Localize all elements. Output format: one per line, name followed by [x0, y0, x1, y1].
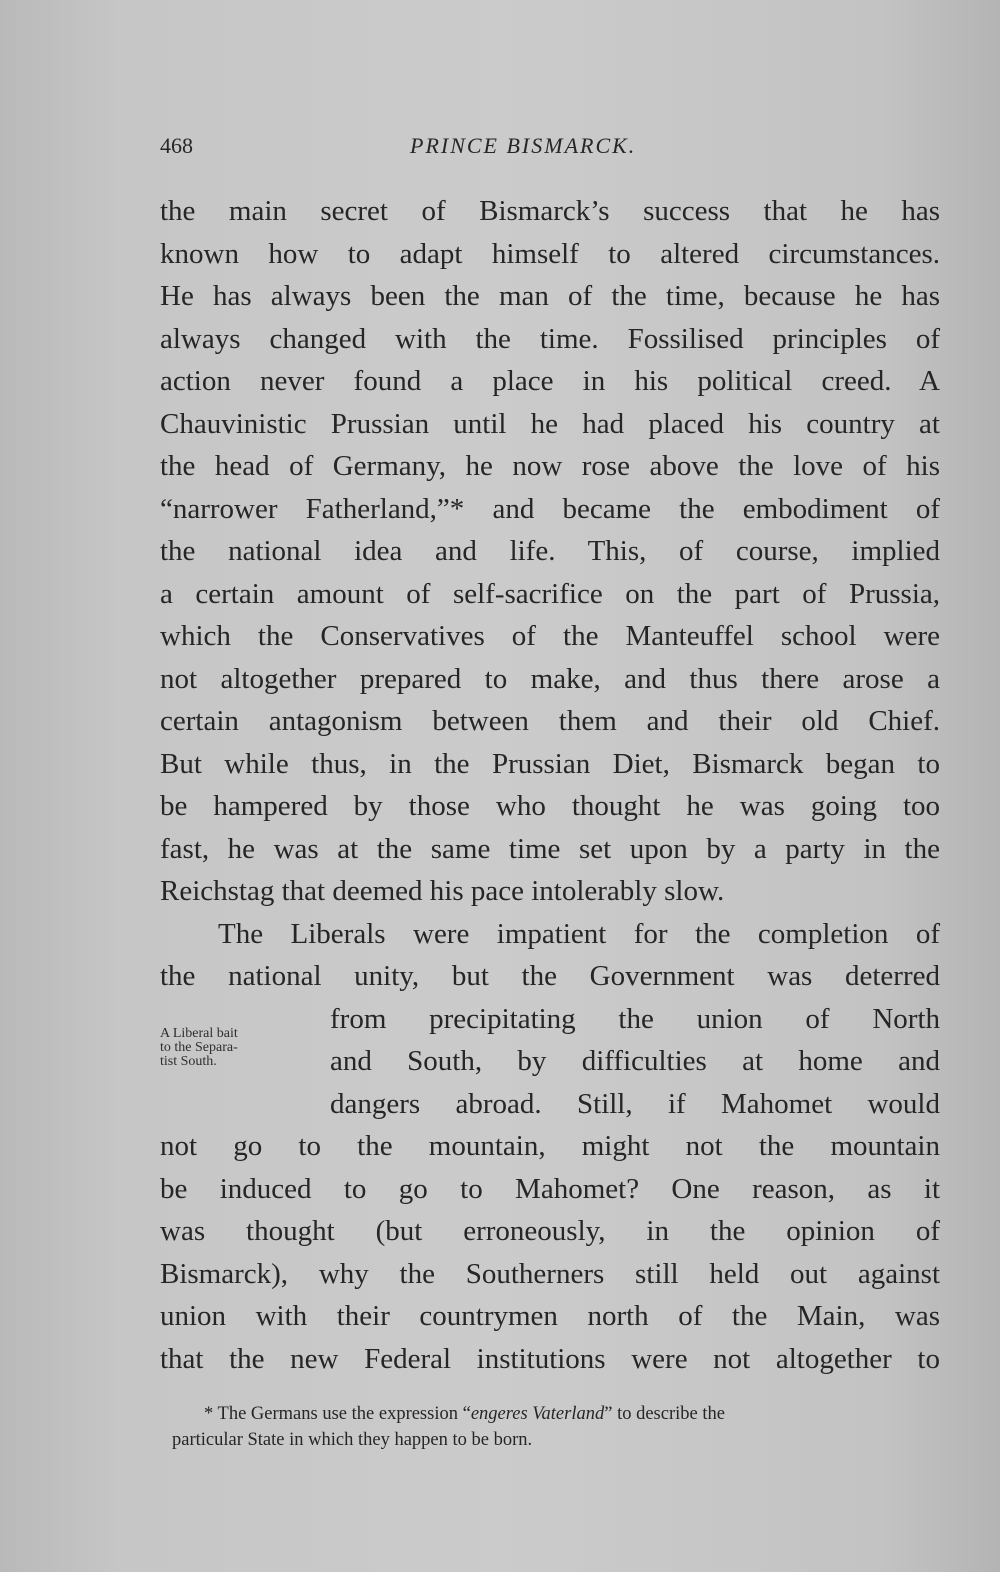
text-line: and South, by difficulties at home and: [330, 1045, 940, 1077]
footnote-text-after: ” to describe the: [604, 1404, 725, 1424]
text-line: that the new Federal institutions were not altogether to: [160, 1342, 940, 1375]
body-text: [160, 190, 940, 1380]
text-line: the national unity, but the Government was deterred: [160, 960, 940, 992]
text-line: action never found a place in his political creed. A: [160, 365, 940, 397]
text-line: Chauvinistic Prussian until he had placed his country at: [160, 407, 940, 440]
text-line: the main secret of Bismarck’s success that he has: [160, 195, 940, 227]
text-line: fast, he was at the same time set upon by a party in the: [160, 832, 940, 865]
page-number: 468: [160, 133, 193, 158]
text-line: be hampered by those who thought he was going too: [160, 790, 940, 822]
text-line: He has always been the man of the time, because he has: [160, 280, 940, 312]
margin-note: [160, 1027, 320, 1069]
text-line: Bismarck), why the Southerners still held out against: [160, 1257, 940, 1290]
footnote-italic-phrase: engeres Vaterland: [470, 1404, 605, 1424]
margin-note-line: A Liberal bait: [160, 1026, 238, 1041]
text-line: not go to the mountain, might not the mountain: [160, 1130, 940, 1162]
footnote-text-before: The Germans use the expression “: [217, 1404, 471, 1424]
text-line: from precipitating the union of North: [330, 1002, 940, 1035]
footnote-line-1: [172, 1401, 947, 1427]
text-line: always changed with the time. Fossilised principles of: [160, 322, 940, 355]
text-line: was thought (but erroneously, in the opinion of: [160, 1215, 940, 1247]
footnote-marker: *: [204, 1404, 214, 1424]
text-line: a certain amount of self-sacrifice on the part of Prussia,: [160, 577, 940, 610]
text-line: the national idea and life. This, of course, implied: [160, 535, 940, 567]
text-line: Reichstag that deemed his pace intolerably slow.: [160, 875, 725, 907]
text-line: which the Conservatives of the Manteuffel school were: [160, 620, 940, 652]
page-header: [160, 133, 940, 163]
text-line: not altogether prepared to make, and thus there arose a: [160, 662, 940, 695]
footnote-line-2: particular State in which they happen to be born.: [172, 1430, 533, 1450]
text-line: “narrower Fatherland,”* and became the embodiment of: [160, 492, 940, 525]
text-line: known how to adapt himself to altered circumstances.: [160, 237, 940, 270]
margin-note-line: to the Separa-: [160, 1040, 238, 1055]
text-line: certain antagonism between them and their old Chief.: [160, 705, 940, 737]
text-line: be induced to go to Mahomet? One reason, as it: [160, 1172, 940, 1205]
running-title: PRINCE BISMARCK.: [410, 133, 637, 158]
text-line: dangers abroad. Still, if Mahomet would: [330, 1087, 940, 1120]
text-line: union with their countrymen north of the Main, was: [160, 1300, 940, 1332]
footnote: [172, 1401, 947, 1453]
text-line: the head of Germany, he now rose above the love of his: [160, 450, 940, 482]
margin-note-line: tist South.: [160, 1054, 217, 1069]
text-line: The Liberals were impatient for the completion of: [218, 917, 940, 950]
text-line: But while thus, in the Prussian Diet, Bismarck began to: [160, 747, 940, 780]
